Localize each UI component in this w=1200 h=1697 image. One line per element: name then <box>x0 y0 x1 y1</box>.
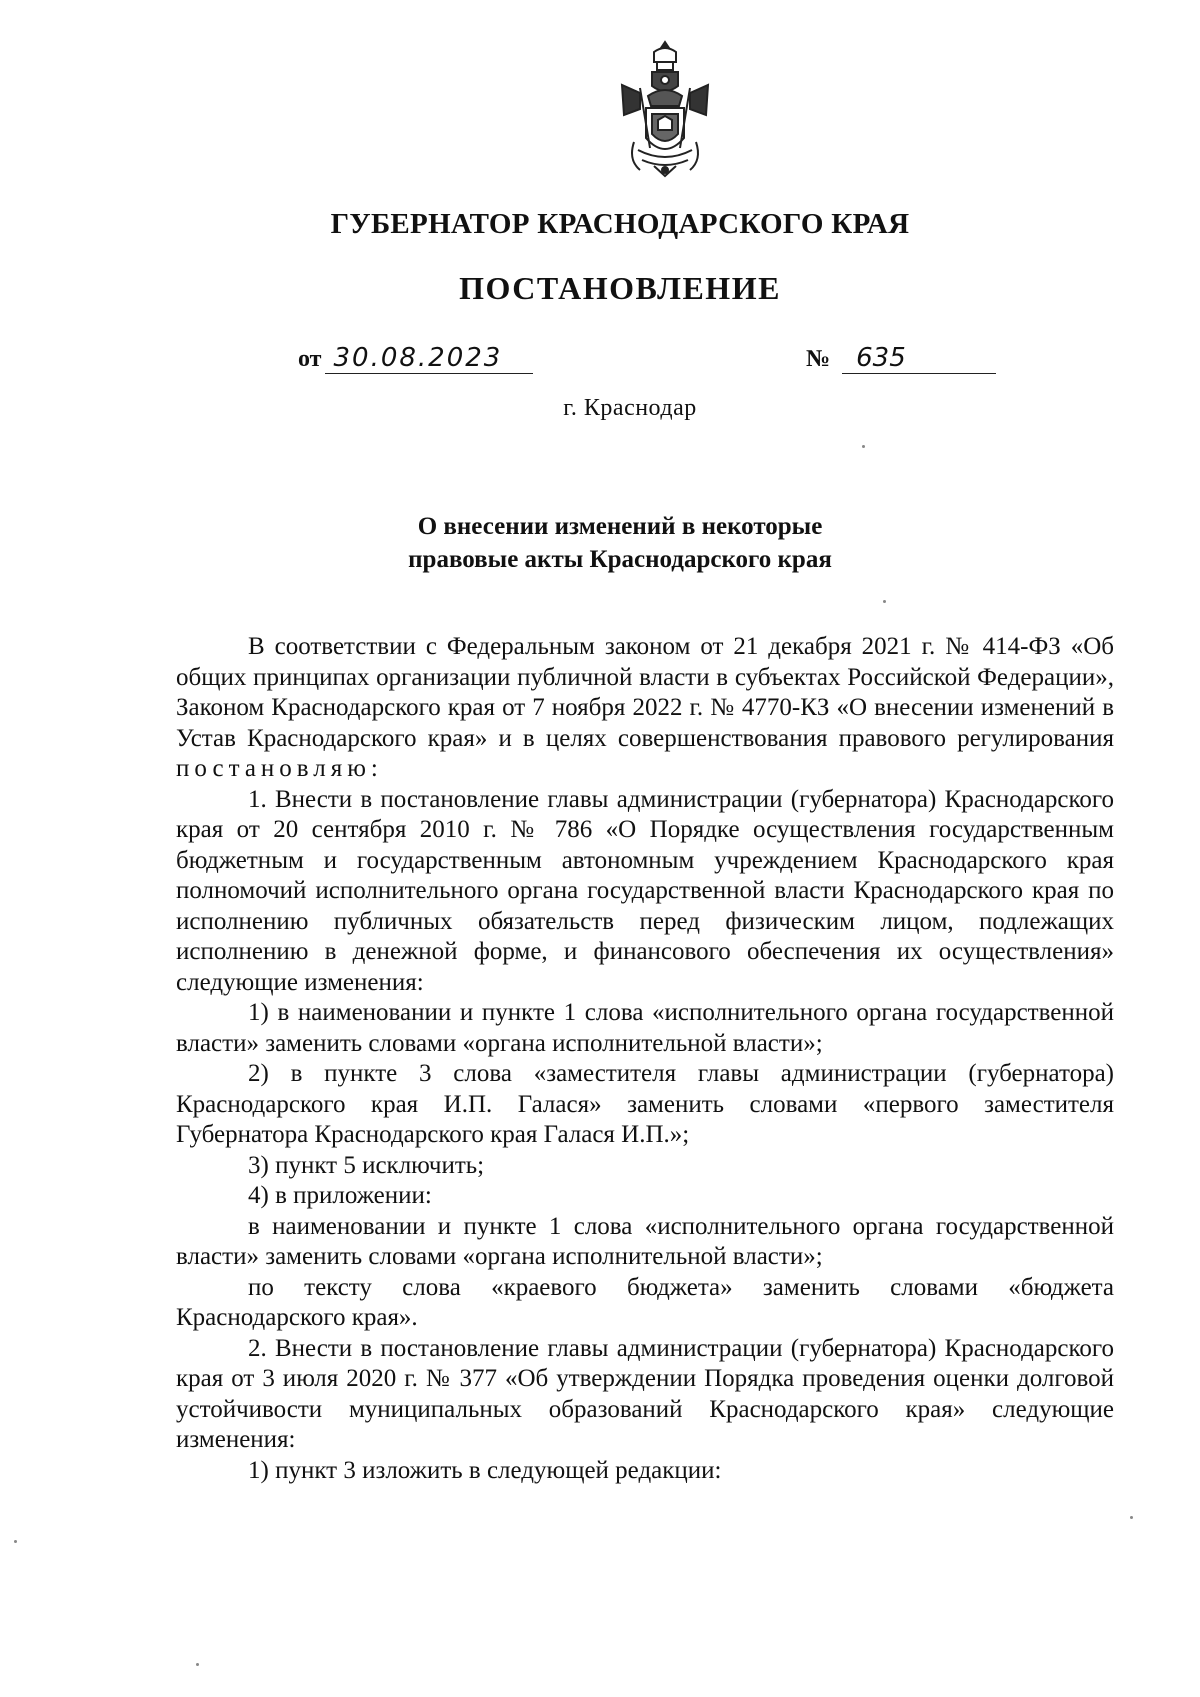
number-label: № <box>806 346 831 372</box>
scan-speck <box>196 1663 199 1666</box>
document-body <box>176 632 1114 1486</box>
title-line-1: О внесении изменений в некоторые <box>417 513 823 540</box>
coat-of-arms-emblem <box>610 38 720 188</box>
paragraph-subitem-2-1: 1) пункт 3 изложить в следующей редакции: <box>248 1456 722 1484</box>
paragraph-preamble <box>176 632 1114 785</box>
scan-speck <box>883 600 886 603</box>
scan-speck <box>862 445 865 448</box>
date-field <box>298 343 533 374</box>
paragraph-subitem-1-4-b: по тексту слова «краевого бюджета» заменить словами «бюджета Краснодарского края». <box>176 1273 1114 1331</box>
paragraph-subitem-1-1: 1) в наименовании и пункте 1 слова «исполнительного органа государственной власти» заменить словами «органа исполнительной власти»; <box>176 999 1114 1057</box>
number-value: 635 <box>842 343 996 374</box>
paragraph-subitem-1-4: 4) в приложении: <box>248 1182 432 1209</box>
issuing-authority: ГУБЕРНАТОР КРАСНОДАРСКОГО КРАЯ <box>330 208 910 240</box>
decree-keyword: постановляю: <box>176 755 383 782</box>
date-value: 30.08.2023 <box>325 343 533 374</box>
date-label: от <box>298 346 322 372</box>
number-field <box>806 343 996 374</box>
city: г. Краснодар <box>563 395 697 421</box>
paragraph-subitem-1-3: 3) пункт 5 исключить; <box>248 1151 485 1179</box>
document-title <box>0 510 1200 576</box>
document-type: ПОСТАНОВЛЕНИЕ <box>459 270 781 306</box>
paragraph-subitem-1-2: 2) в пункте 3 слова «заместителя главы администрации (губернатора) Краснодарского края И.П. Галася» заменить словами «первого заместителя Губернатора Краснодарского края Галася И.П.»; <box>176 1060 1114 1148</box>
title-line-2: правовые акты Краснодарского края <box>408 546 832 573</box>
scan-speck <box>1130 1516 1133 1519</box>
paragraph-item-1: 1. Внести в постановление главы администрации (губернатора) Краснодарского края от 20 сентября 2010 г. № 786 «О Порядке осуществления государственным бюджетным и государственным автономным учреждением Краснодарского края полномочий исполнительного органа государственной власти Краснодарского края по исполнению публичных обязательств перед физическим лицом, подлежащих исполнению в денежной форме, и финансового обеспечения их осуществления» следующие изменения: <box>176 785 1114 996</box>
scan-speck <box>14 1540 17 1543</box>
paragraph-subitem-1-4-a: в наименовании и пункте 1 слова «исполнительного органа государственной власти» заменить словами «органа исполнительной власти»; <box>176 1212 1114 1270</box>
preamble-text: В соответствии с Федеральным законом от 21 декабря 2021 г. № 414-ФЗ «Об общих принципах организации публичной власти в субъектах Российской Федерации», Законом Краснодарского края от 7 ноября 2022 г. № 4770-КЗ «О внесении изменений в Устав Краснодарского края» и в целях совершенствования правового регулирования <box>176 633 1114 752</box>
paragraph-item-2: 2. Внести в постановление главы администрации (губернатора) Краснодарского края от 3 июля 2020 г. № 377 «Об утверждении Порядка проведения оценки долговой устойчивости муниципальных образований Краснодарского края» следующие изменения: <box>176 1334 1114 1453</box>
